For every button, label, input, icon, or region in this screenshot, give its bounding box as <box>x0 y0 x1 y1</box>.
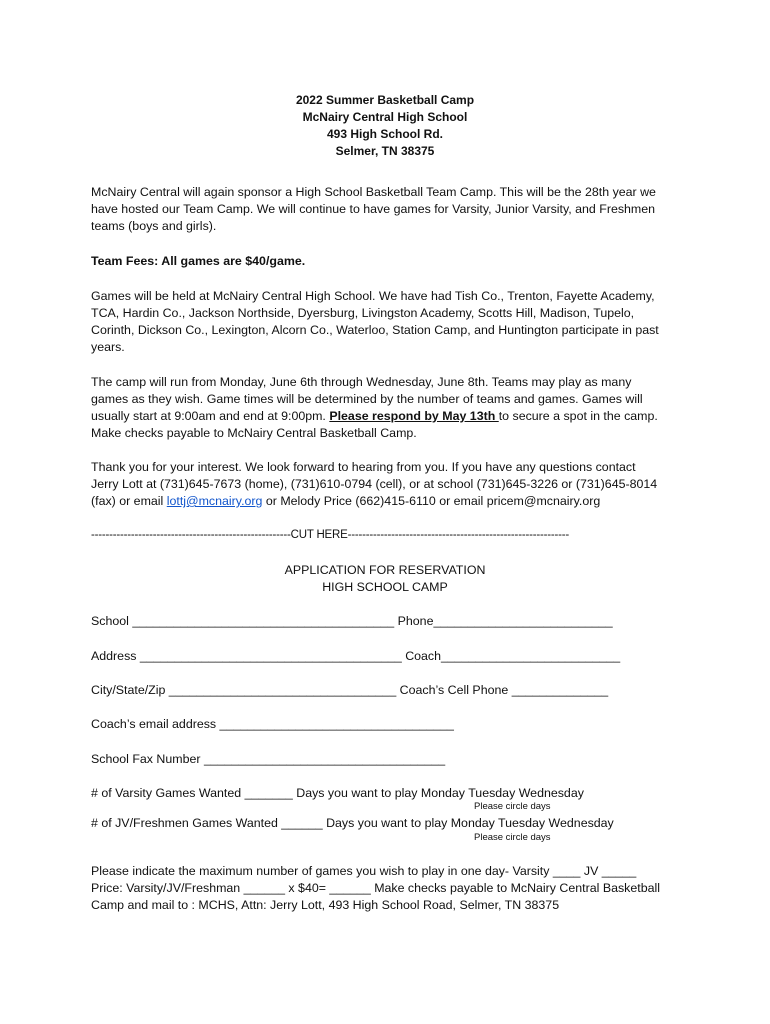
schedule-line-3 <box>91 408 658 425</box>
coach-email-field[interactable]: Coach’s email address __________________________________ <box>91 717 454 731</box>
school-address: 493 High School Rd. <box>326 127 443 141</box>
contact-line-1: Thank you for your interest. We look forward to hearing from you. If you have any questions contact <box>91 460 636 474</box>
camp-title: 2022 Summer Basketball Camp <box>295 93 475 107</box>
closing-line-2: Price: Varsity/JV/Freshman ______ x $40= ______ Make checks payable to McNairy Central Basketball <box>91 881 660 895</box>
team-fees: Team Fees: All games are $40/game. <box>91 254 306 268</box>
city-cellphone-field[interactable]: City/State/Zip _________________________________ Coach’s Cell Phone ______________ <box>91 683 609 697</box>
intro-line-1: McNairy Central will again sponsor a High School Basketball Team Camp. This will be the 28th year we <box>91 185 656 199</box>
school-city: Selmer, TN 38375 <box>335 144 435 158</box>
games-line-3: Corinth, Dickson Co., Lexington, Alcorn Co., Waterloo, Station Camp, and Huntington participate in past <box>91 323 659 337</box>
games-line-4: years. <box>91 340 125 354</box>
cut-here-divider: -------------------------------------------------------CUT HERE------------------------------------------------------------- <box>91 529 570 541</box>
closing-line-1: Please indicate the maximum number of games you wish to play in one day- Varsity ____ JV _____ <box>91 864 637 878</box>
schedule-line-2: games as they wish. Game times will be determined by the number of teams and games. Games will <box>91 392 643 406</box>
respond-deadline: Please respond by May 13th <box>329 409 499 423</box>
contact-line-3-start: (fax) or email <box>91 494 167 508</box>
varsity-circle-note: Please circle days <box>474 801 551 812</box>
email-link[interactable]: lottj@mcnairy.org <box>166 494 263 508</box>
jv-games-field[interactable]: # of JV/Freshmen Games Wanted ______ Days you want to play Monday Tuesday Wednesday <box>91 816 614 830</box>
intro-line-3: teams (boys and girls). <box>91 219 217 233</box>
school-fax-field[interactable]: School Fax Number ___________________________________ <box>91 752 446 766</box>
varsity-games-field[interactable]: # of Varsity Games Wanted _______ Days you want to play Monday Tuesday Wednesday <box>91 786 584 800</box>
schedule-line-3-start: usually start at 9:00am and end at 9:00pm. <box>91 409 330 423</box>
contact-line-3-end: or Melody Price (662)415-6110 or email pricem@mcnairy.org <box>262 494 601 508</box>
application-subtitle: HIGH SCHOOL CAMP <box>322 580 448 594</box>
games-line-1: Games will be held at McNairy Central High School. We have had Tish Co., Trenton, Fayette Academy, <box>91 289 655 303</box>
schedule-line-4: Make checks payable to McNairy Central Basketball Camp. <box>91 426 417 440</box>
contact-line-3 <box>91 493 600 510</box>
schedule-line-3-end: to secure a spot in the camp. <box>498 409 658 423</box>
address-coach-field[interactable]: Address ______________________________________ Coach__________________________ <box>91 649 621 663</box>
jv-circle-note: Please circle days <box>474 832 551 843</box>
school-name: McNairy Central High School <box>302 110 468 124</box>
application-title: APPLICATION FOR RESERVATION <box>284 563 486 577</box>
intro-line-2: have hosted our Team Camp. We will continue to have games for Varsity, Junior Varsity, and Freshmen <box>91 202 656 216</box>
games-line-2: TCA, Hardin Co., Jackson Northside, Dyersburg, Livingston Academy, Scotts Hill, Madison, Tupelo, <box>91 306 635 320</box>
schedule-line-1: The camp will run from Monday, June 6th through Wednesday, June 8th. Teams may play as many <box>91 375 632 389</box>
school-phone-field[interactable]: School ______________________________________ Phone__________________________ <box>91 614 613 628</box>
closing-line-3: Camp and mail to : MCHS, Attn: Jerry Lott, 493 High School Road, Selmer, TN 38375 <box>91 898 560 912</box>
contact-line-2: Jerry Lott at (731)645-7673 (home), (731)610-0794 (cell), or at school (731)645-3226 or (731)645-8014 <box>91 477 658 491</box>
